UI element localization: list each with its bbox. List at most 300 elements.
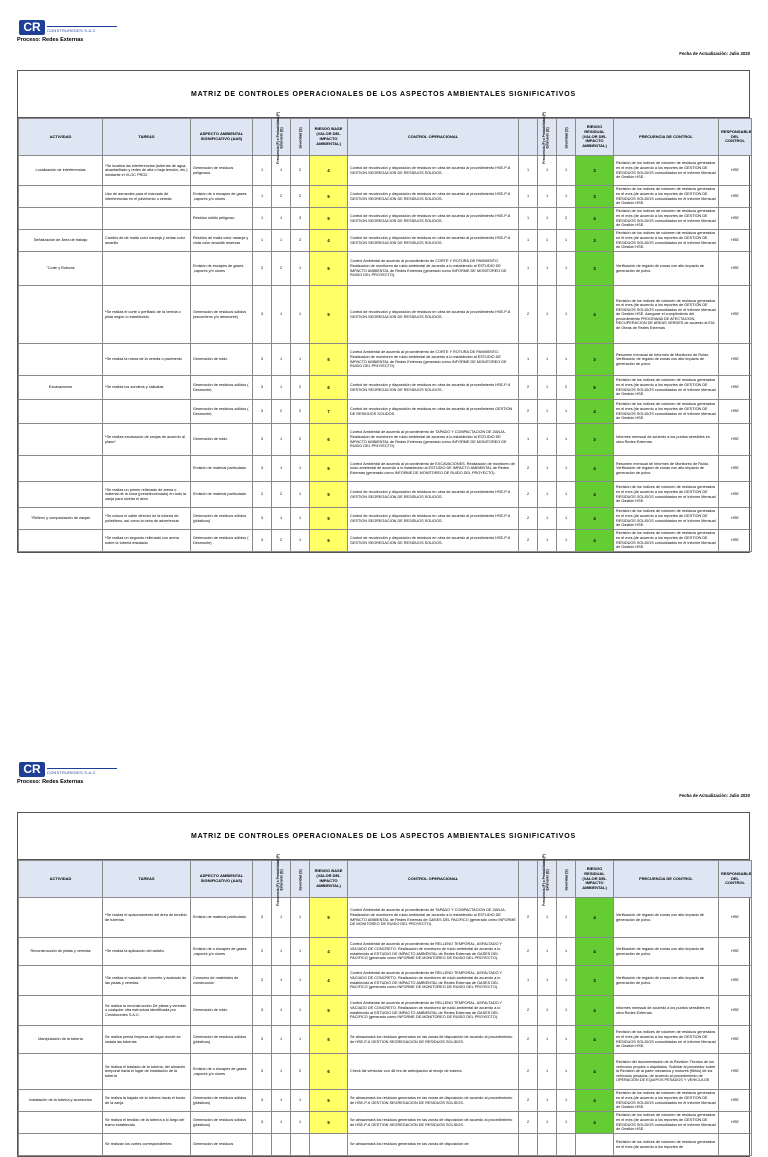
aspecto-cell: Generación de residuos sólidos ( Desmonte) xyxy=(191,530,253,552)
table-row xyxy=(19,344,752,376)
severidad-cell: 1 xyxy=(291,996,310,1026)
probabilidad-cell: 3 xyxy=(253,286,272,344)
riesgo-residual-cell: 3 xyxy=(576,966,614,996)
extension-2-cell: 1 xyxy=(538,208,557,230)
extension-2-cell: 1 xyxy=(538,376,557,400)
probabilidad-2-cell xyxy=(519,1134,538,1156)
update-date: Fecha de Actualización: Julio 2020 xyxy=(679,793,750,798)
tarea-cell: *Se realiza un segundo rellenado con arena sobre la tubería instalada xyxy=(103,530,191,552)
probabilidad-cell: 3 xyxy=(253,456,272,482)
aspecto-cell: Emisión de o escapes de gases ,vapores y/o olores xyxy=(191,938,253,966)
aspecto-cell: Generación de residuos sólidos ( Desmonte) xyxy=(191,400,253,424)
probabilidad-2-cell: 2 xyxy=(519,996,538,1026)
severidad-cell: 1 xyxy=(291,482,310,508)
riesgo-residual-cell: 4 xyxy=(576,286,614,344)
extension-cell: 1 xyxy=(272,508,291,530)
probabilidad-2-cell: 1 xyxy=(519,186,538,208)
col-riesgo-base: RIESGO BASE (VALOR DEL IMPACTO AMBIENTAL) xyxy=(310,861,348,898)
severidad-2-cell: 1 xyxy=(557,156,576,186)
extension-2-cell xyxy=(538,1134,557,1156)
severidad-cell: 1 xyxy=(291,938,310,966)
responsable-cell: HSE xyxy=(719,966,752,996)
responsable-cell: HSE xyxy=(719,230,752,252)
tarea-cell: Cambio de de malla color naranja y cintas color amarillo xyxy=(103,230,191,252)
col-severidad-2: Severidad (S) xyxy=(557,861,576,898)
matrix-sheet xyxy=(17,812,750,1157)
probabilidad-cell: 1 xyxy=(253,186,272,208)
col-extension-2: Extensión (E) xyxy=(538,861,557,898)
probabilidad-cell: 3 xyxy=(253,424,272,456)
actividad-cell xyxy=(19,208,103,230)
aspecto-cell: Emisión de material particulado xyxy=(191,482,253,508)
matrix-table xyxy=(18,853,752,1156)
severidad-2-cell: 1 xyxy=(557,252,576,286)
col-tareas: TAREAS xyxy=(103,119,191,156)
responsable-cell: HSE xyxy=(719,508,752,530)
riesgo-base-cell: 7 xyxy=(310,400,348,424)
responsable-cell: HSE xyxy=(719,456,752,482)
control-cell: Se almacenará los residuos generados en las zonas de disposición de xyxy=(348,1134,519,1156)
severidad-cell: 1 xyxy=(291,898,310,938)
probabilidad-cell xyxy=(253,1134,272,1156)
riesgo-base-cell: 6 xyxy=(310,1054,348,1090)
severidad-cell: 2 xyxy=(291,424,310,456)
probabilidad-cell: 3 xyxy=(253,1026,272,1054)
extension-cell: 1 xyxy=(272,376,291,400)
severidad-2-cell: 1 xyxy=(557,1054,576,1090)
probabilidad-cell: 3 xyxy=(253,898,272,938)
actividad-cell xyxy=(19,1112,103,1134)
riesgo-residual-cell: 4 xyxy=(576,898,614,938)
tarea-cell: *Se realiza el vaciado de concreto y acabado de las pistas y veredas xyxy=(103,966,191,996)
severidad-cell: 1 xyxy=(291,252,310,286)
frecuencia-cell: Revisión de los índices de volumen de residuos generados en el mes (de acuerdo a los reportes de GESTION DE RESIDUOS SOLIDOS consolidados en el Informe Mensual de Gestión HSE. xyxy=(614,482,719,508)
frecuencia-cell: Verificación de regado de zonas con alto impacto de generación de polvo. xyxy=(614,252,719,286)
riesgo-base-cell: 6 xyxy=(310,424,348,456)
tarea-cell: *Se realiza los sondeos y calicatas xyxy=(103,376,191,400)
extension-2-cell: 1 xyxy=(538,344,557,376)
matrix-title: MATRIZ DE CONTROLES OPERACIONALES DE LOS ASPECTOS AMBIENTALES SIGNIFICATIVOS xyxy=(18,71,749,118)
document-page-1 xyxy=(17,20,752,550)
probabilidad-cell: 3 xyxy=(253,1054,272,1090)
probabilidad-2-cell: 1 xyxy=(519,966,538,996)
responsable-cell: HSE xyxy=(719,1090,752,1112)
riesgo-base-cell: 5 xyxy=(310,482,348,508)
extension-2-cell: 1 xyxy=(538,530,557,552)
aspecto-cell: Consumo de materiales de construcción xyxy=(191,966,253,996)
frecuencia-cell: Revisión de los índices de volumen de residuos generados en el mes (de acuerdo a los reportes de GESTION DE RESIDUOS SOLIDOS consolidados en el Informe Mensual de Gestión HSE. xyxy=(614,530,719,552)
tarea-cell: *Se realiza el apisonamiento del área de tendido de tuberías xyxy=(103,898,191,938)
frecuencia-cell: Revisión de los índices de volumen de residuos generados en el mes (de acuerdo a los reportes de GESTION DE RESIDUOS SOLIDOS consolidados en el Informe Mensual de Gestión HSE. Asegurar el cumplimiento del procedimiento PROGRAMA DE AFECTACION, RECUPERACION DE AREAS VERDES de acuerdo al EIA de Obras de Redes Externas xyxy=(614,286,719,344)
extension-2-cell: 1 xyxy=(538,996,557,1026)
table-row xyxy=(19,996,752,1026)
extension-cell: 1 xyxy=(272,286,291,344)
extension-2-cell: 1 xyxy=(538,1054,557,1090)
col-extension-2: Extensión (E) xyxy=(538,119,557,156)
table-row xyxy=(19,186,752,208)
table-header-row xyxy=(19,119,752,156)
tarea-cell: *Se coloca el cable director en la tubería de polietileno, así como la cinta de advertencia xyxy=(103,508,191,530)
probabilidad-2-cell: 2 xyxy=(519,1054,538,1090)
riesgo-residual-cell: 3 xyxy=(576,424,614,456)
col-frecuencia: FRECUENCIA DE CONTROL xyxy=(614,861,719,898)
actividad-cell xyxy=(19,966,103,996)
severidad-cell: 1 xyxy=(291,1090,310,1112)
probabilidad-2-cell: 2 xyxy=(519,376,538,400)
table-row xyxy=(19,424,752,456)
table-row xyxy=(19,508,752,530)
severidad-cell: 2 xyxy=(291,1054,310,1090)
severidad-2-cell: 1 xyxy=(557,482,576,508)
actividad-cell xyxy=(19,400,103,424)
probabilidad-cell: 2 xyxy=(253,966,272,996)
tarea-cell: *Se realiza la aplicación del asfalto. xyxy=(103,938,191,966)
table-row xyxy=(19,208,752,230)
col-aspecto: ASPECTO AMBIENTAL SIGNIFICATIVO (AAS) xyxy=(191,861,253,898)
responsable-cell: HSE xyxy=(719,996,752,1026)
responsable-cell xyxy=(719,1134,752,1156)
control-cell: Control de recolección y disposición de residuos en obra de acuerdo al procedimiento HSE-P-6 GESTION SEGREGACION DE RESIDUOS SOLIDOS. xyxy=(348,186,519,208)
extension-2-cell: 1 xyxy=(538,186,557,208)
extension-2-cell: 1 xyxy=(538,966,557,996)
control-cell: Control de recolección y disposición de residuos en obra de acuerdo al procedimiento HSE-P-6 GESTION SEGREGACION DE RESIDUOS SOLIDOS. xyxy=(348,508,519,530)
actividad-cell xyxy=(19,424,103,456)
control-cell: Control Ambiental de acuerdo al procedimiento de CORTE Y ROTURA DE PAVIMENTO. Realización de monitoreo de ruido ambiental de acuerdo a lo establecido al ESTUDIO DE IMPACTO AMBIENTAL de Redes Externas (generado como INFORME DE MONITOREO DE RUIDO DEL PROYECTO). xyxy=(348,344,519,376)
col-probabilidad-2: Frecuencia (F) o Probabilidad (P) xyxy=(519,861,538,898)
table-row xyxy=(19,530,752,552)
severidad-2-cell: 1 xyxy=(557,456,576,482)
actividad-cell xyxy=(19,286,103,344)
tarea-cell: Se realizan los cortes correspondientes xyxy=(103,1134,191,1156)
probabilidad-2-cell: 2 xyxy=(519,286,538,344)
table-row xyxy=(19,1054,752,1090)
extension-cell: 2 xyxy=(272,400,291,424)
severidad-2-cell: 2 xyxy=(557,376,576,400)
frecuencia-cell: Revisión de los índices de volumen de residuos generados en el mes (de acuerdo a los reportes de GESTION DE RESIDUOS SOLIDOS consolidados en el Informe Mensual de Gestión HSE. xyxy=(614,1026,719,1054)
aspecto-cell: Generación de ruido xyxy=(191,996,253,1026)
severidad-2-cell: 1 xyxy=(557,996,576,1026)
col-frecuencia: FRECUENCIA DE CONTROL xyxy=(614,119,719,156)
col-actividad: ACTIVIDAD xyxy=(19,119,103,156)
tarea-cell: Se realiza el tendido de la tubería a lo largo del tramo establecido xyxy=(103,1112,191,1134)
probabilidad-2-cell: 2 xyxy=(519,400,538,424)
table-header-row xyxy=(19,861,752,898)
table-row xyxy=(19,966,752,996)
aspecto-cell: Generación de residuos sólidos (plásticos) xyxy=(191,508,253,530)
frecuencia-cell: Revisión de los índices de volumen de residuos generados en el mes (de acuerdo a los reportes de GESTION DE RESIDUOS SOLIDOS consolidados en el Informe Mensual de Gestión HSE. xyxy=(614,186,719,208)
riesgo-residual-cell: 3 xyxy=(576,186,614,208)
frecuencia-cell: Revisión de los índices de volumen de residuos generados en el mes (de acuerdo a los reportes de xyxy=(614,1134,719,1156)
frecuencia-cell: Revisión de los índices de volumen de residuos generados en el mes (de acuerdo a los reportes de GESTION DE RESIDUOS SOLIDOS consolidados en el Informe Mensual de Gestión HSE. xyxy=(614,208,719,230)
frecuencia-cell: Revisión de los índices de volumen de residuos generados en el mes (de acuerdo a los reportes de GESTION DE RESIDUOS SOLIDOS consolidados en el Informe Mensual de Gestión HSE. xyxy=(614,400,719,424)
probabilidad-2-cell: 2 xyxy=(519,898,538,938)
riesgo-residual-cell: 3 xyxy=(576,344,614,376)
table-row xyxy=(19,456,752,482)
frecuencia-cell: Verificación de regado de zonas con alto impacto de generación de polvo. xyxy=(614,898,719,938)
extension-cell: 1 xyxy=(272,1054,291,1090)
control-cell: Control Ambiental de acuerdo al procedimiento de EXCAVACIONES. Realización de monitoreo de ruido ambiental de acuerdo a lo establecido al ESTUDIO DE IMPACTO AMBIENTAL de Redes Externas (generado como INFORME DE MONITOREO DE RUIDO DEL PROYECTO). xyxy=(348,456,519,482)
aspecto-cell: Emisión de escapes de gases ,vapores y/o olores xyxy=(191,252,253,286)
tarea-cell: Se realiza la reconstrucción De pistas y veredas o cualquier otra estructura identificada por Construredes S.A.C. xyxy=(103,996,191,1026)
company-logo: CR xyxy=(19,762,45,777)
table-row xyxy=(19,938,752,966)
aspecto-cell: Generación de ruido xyxy=(191,424,253,456)
responsable-cell: HSE xyxy=(719,344,752,376)
aspecto-cell: Generación de residuos sólidos ( Desmonte) xyxy=(191,376,253,400)
probabilidad-2-cell: 2 xyxy=(519,1112,538,1134)
probabilidad-2-cell: 1 xyxy=(519,156,538,186)
responsable-cell: HSE xyxy=(719,482,752,508)
probabilidad-cell: 3 xyxy=(253,1112,272,1134)
actividad-cell: Localización de interferencias xyxy=(19,156,103,186)
tarea-cell xyxy=(103,456,191,482)
table-row xyxy=(19,230,752,252)
frecuencia-cell: Revisión de los índices de volumen de residuos generados en el mes (de acuerdo a los reportes de GESTION DE RESIDUOS SOLIDOS consolidados en el Informe Mensual de Gestión HSE. xyxy=(614,376,719,400)
col-control: CONTROL OPERACIONAL xyxy=(348,119,519,156)
riesgo-base-cell: 5 xyxy=(310,996,348,1026)
aspecto-cell: Emisión de material particulado xyxy=(191,456,253,482)
col-riesgo-residual: RIESGO RESIDUAL (VALOR DEL IMPACTO AMBIENTAL) xyxy=(576,861,614,898)
severidad-2-cell: 1 xyxy=(557,1112,576,1134)
probabilidad-cell: 1 xyxy=(253,208,272,230)
col-aspecto: ASPECTO AMBIENTAL SIGNIFICATIVO (AAS) xyxy=(191,119,253,156)
riesgo-residual-cell: 4 xyxy=(576,1026,614,1054)
probabilidad-cell: 2 xyxy=(253,482,272,508)
riesgo-residual-cell: 4 xyxy=(576,400,614,424)
riesgo-base-cell: 5 xyxy=(310,1090,348,1112)
control-cell: Control Ambiental de acuerdo al procedimiento de TAPADO Y COMPACTACION DE ZANJA. Realización de monitoreo de ruido ambiental de acuerdo a lo establecido al ESTUDIO DE IMPACTO AMBIENTAL de Redes Externas de GASES DEL PACIFICO (generado como INFORME DE MONITOREO DE RUIDO DEL PROYECTO). xyxy=(348,898,519,938)
riesgo-residual-cell: 4 xyxy=(576,208,614,230)
table-row xyxy=(19,1134,752,1156)
extension-cell: 2 xyxy=(272,482,291,508)
severidad-cell: 2 xyxy=(291,230,310,252)
extension-2-cell: 1 xyxy=(538,1112,557,1134)
tarea-cell xyxy=(103,208,191,230)
aspecto-cell: Emisión de material particulado xyxy=(191,898,253,938)
extension-cell: 1 xyxy=(272,966,291,996)
actividad-cell xyxy=(19,530,103,552)
frecuencia-cell: Resumen mensual de Informes de Monitoreo de Ruido. Verificación de regado de zonas con alto impacto de generación de polvo. xyxy=(614,344,719,376)
riesgo-base-cell: 5 xyxy=(310,456,348,482)
table-row xyxy=(19,400,752,424)
tarea-cell: *Se realiza el corte o perfilado de la vereda o pista según lo establecido. xyxy=(103,286,191,344)
extension-cell: 2 xyxy=(272,252,291,286)
aspecto-cell: Generación de residuos sólidos (plásticos) xyxy=(191,1090,253,1112)
responsable-cell: HSE xyxy=(719,208,752,230)
aspecto-cell: Generación de residuos xyxy=(191,1134,253,1156)
extension-2-cell: 1 xyxy=(538,456,557,482)
aspecto-cell: Emisión de o escapes de gases ,vapores y/o olores xyxy=(191,1054,253,1090)
frecuencia-cell: Informes mensual de acuerdo a los puntos sensibles en obra Redes Externas. xyxy=(614,424,719,456)
col-extension: Extensión (E) xyxy=(272,861,291,898)
extension-cell: 1 xyxy=(272,424,291,456)
table-row xyxy=(19,1026,752,1054)
control-cell: Se almacenará los residuos generados en las zonas de disposición de acuerdo al procedimiento de HSE-P-6 GESTION SEGREGACION DE RESIDUOS SOLIDOS. xyxy=(348,1112,519,1134)
aspecto-cell: Residuo de malla color naranja y cinta color amarilla reservas xyxy=(191,230,253,252)
severidad-2-cell: 1 xyxy=(557,186,576,208)
col-probabilidad-2: Frecuencia (F) o Probabilidad (P) xyxy=(519,119,538,156)
control-cell: Se almacenará los residuos generados en las zonas de disposición de acuerdo al procedimiento de HSE-P-6 GESTION SEGREGACION DE RESIDUOS SOLIDOS. xyxy=(348,1090,519,1112)
severidad-cell: 2 xyxy=(291,186,310,208)
riesgo-base-cell: 5 xyxy=(310,252,348,286)
table-row xyxy=(19,1090,752,1112)
control-cell: Control de recolección y disposición de residuos en obra de acuerdo al procedimiento HSE-P-6 GESTION SEGREGACION DE RESIDUOS SOLIDOS. xyxy=(348,286,519,344)
probabilidad-2-cell: 1 xyxy=(519,230,538,252)
frecuencia-cell: Revisión del documentación de la Revisión Técnica de los vehículos propios o alquilados. Solicitar al proveedor sobre la Revisión de la parte mecánica y motores (filtros) de los vehículos pesados, de acuerdo al procedimiento de OPERACIÓN DE EQUIPOS PESADOS Y VEHICULOS xyxy=(614,1054,719,1090)
table-row xyxy=(19,1112,752,1134)
frecuencia-cell: Revisión de los índices de volumen de residuos generados en el mes (de acuerdo a los reportes de GESTION DE RESIDUOS SOLIDOS consolidados en el Informe Mensual de Gestión HSE. xyxy=(614,156,719,186)
extension-cell: 1 xyxy=(272,344,291,376)
severidad-cell: 1 xyxy=(291,530,310,552)
actividad-cell xyxy=(19,344,103,376)
actividad-cell: Excavaciones xyxy=(19,376,103,400)
severidad-2-cell: 1 xyxy=(557,508,576,530)
probabilidad-2-cell: 2 xyxy=(519,530,538,552)
probabilidad-2-cell: 1 xyxy=(519,344,538,376)
tarea-cell: *Se localiza las interferencias (tuberías de agua, alcantarillado y redes de alta o baja tensión, etc.) mediante el VLOC PRO2. xyxy=(103,156,191,186)
company-logo-subtitle: CONSTRUREDES S.A.C xyxy=(47,28,96,33)
extension-2-cell: 1 xyxy=(538,156,557,186)
probabilidad-cell: 1 xyxy=(253,156,272,186)
severidad-2-cell: 1 xyxy=(557,344,576,376)
extension-2-cell: 1 xyxy=(538,482,557,508)
document-page-2 xyxy=(17,762,752,1149)
actividad-cell xyxy=(19,186,103,208)
responsable-cell: HSE xyxy=(719,898,752,938)
aspecto-cell: Generación de residuos sólidos (plásticos) xyxy=(191,1026,253,1054)
col-severidad-2: Severidad (S) xyxy=(557,119,576,156)
severidad-cell: 1 xyxy=(291,1112,310,1134)
extension-2-cell: 1 xyxy=(538,508,557,530)
extension-cell: 1 xyxy=(272,208,291,230)
extension-2-cell: 1 xyxy=(538,898,557,938)
responsable-cell: HSE xyxy=(719,938,752,966)
probabilidad-2-cell: 1 xyxy=(519,208,538,230)
riesgo-residual-cell: 4 xyxy=(576,482,614,508)
riesgo-base-cell: 5 xyxy=(310,344,348,376)
extension-cell: 1 xyxy=(272,898,291,938)
matrix-title: MATRIZ DE CONTROLES OPERACIONALES DE LOS ASPECTOS AMBIENTALES SIGNIFICATIVOS xyxy=(18,813,749,860)
frecuencia-cell: Resumen mensual de Informes de Monitoreo de Ruido. Verificación de regado de zonas con alto impacto de generación de polvo. xyxy=(614,456,719,482)
responsable-cell: HSE xyxy=(719,530,752,552)
riesgo-base-cell: 5 xyxy=(310,208,348,230)
extension-cell: 2 xyxy=(272,530,291,552)
riesgo-residual-cell: 5 xyxy=(576,376,614,400)
col-riesgo-residual: RIESGO RESIDUAL (VALOR DEL IMPACTO AMBIENTAL) xyxy=(576,119,614,156)
probabilidad-cell: 3 xyxy=(253,344,272,376)
severidad-cell: 1 xyxy=(291,508,310,530)
matrix-sheet xyxy=(17,70,750,553)
extension-cell xyxy=(272,1134,291,1156)
riesgo-residual-cell xyxy=(576,1134,614,1156)
severidad-cell: 3 xyxy=(291,208,310,230)
table-row xyxy=(19,898,752,938)
riesgo-base-cell: 4 xyxy=(310,230,348,252)
extension-2-cell: 1 xyxy=(538,1026,557,1054)
probabilidad-cell: 1 xyxy=(253,230,272,252)
riesgo-base-cell: 5 xyxy=(310,508,348,530)
responsable-cell: HSE xyxy=(719,186,752,208)
actividad-cell xyxy=(19,898,103,938)
probabilidad-cell: 3 xyxy=(253,508,272,530)
severidad-cell: 1 xyxy=(291,966,310,996)
tarea-cell: Se realiza el traslado de la tubería, del almacén temporal hacia el lugar de instalación de la tubería xyxy=(103,1054,191,1090)
extension-2-cell: 1 xyxy=(538,938,557,966)
probabilidad-2-cell: 1 xyxy=(519,252,538,286)
extension-cell: 1 xyxy=(272,156,291,186)
riesgo-residual-cell: 4 xyxy=(576,1054,614,1090)
col-actividad: ACTIVIDAD xyxy=(19,861,103,898)
table-row xyxy=(19,376,752,400)
riesgo-base-cell: 5 xyxy=(310,1112,348,1134)
control-cell: Control de recolección y disposición de residuos en obra de acuerdo al procedimiento HSE-P-6 GESTION SEGREGACION DE RESIDUOS SOLIDOS. xyxy=(348,376,519,400)
extension-2-cell: 1 xyxy=(538,230,557,252)
control-cell: Se almacenará los residuos generados en las zonas de disposición de acuerdo al procedimiento de HSE-P-6 GESTION SEGREGACION DE RESIDUOS SOLIDOS. xyxy=(348,1026,519,1054)
actividad-cell xyxy=(19,456,103,482)
table-row xyxy=(19,482,752,508)
riesgo-residual-cell: 4 xyxy=(576,938,614,966)
control-cell: Control de recolección y disposición de residuos en obra de acuerdo al procedimiento HSE-P-6 GESTION SEGREGACION DE RESIDUOS SOLIDOS. xyxy=(348,230,519,252)
severidad-2-cell: 2 xyxy=(557,208,576,230)
frecuencia-cell: Revisión de los índices de volumen de residuos generados en el mes (de acuerdo a los reportes de GESTION DE RESIDUOS SOLIDOS consolidados en el Informe Mensual de Gestión HSE. xyxy=(614,508,719,530)
frecuencia-cell: Verificación de regado de zonas con alto impacto de generación de polvo. xyxy=(614,938,719,966)
severidad-cell: 1 xyxy=(291,456,310,482)
col-riesgo-base: RIESGO BASE (VALOR DEL IMPACTO AMBIENTAL) xyxy=(310,119,348,156)
severidad-2-cell: 1 xyxy=(557,1026,576,1054)
frecuencia-cell: Revisión de los índices de volumen de residuos generados en el mes (de acuerdo a los reportes de GESTION DE RESIDUOS SOLIDOS consolidados en el Informe Mensual de Gestión HSE. xyxy=(614,230,719,252)
col-tareas: TAREAS xyxy=(103,861,191,898)
tarea-cell: *Se realiza excavación de zanjas de acuerdo al plano* xyxy=(103,424,191,456)
probabilidad-2-cell: 1 xyxy=(519,424,538,456)
actividad-cell: "Relleno y compactación de zanjas xyxy=(19,508,103,530)
actividad-cell xyxy=(19,1054,103,1090)
tarea-cell: *Se realiza la rotura de la vereda o pavimento xyxy=(103,344,191,376)
responsable-cell: HSE xyxy=(719,156,752,186)
probabilidad-2-cell: 2 xyxy=(519,1026,538,1054)
probabilidad-cell: 2 xyxy=(253,938,272,966)
table-row xyxy=(19,286,752,344)
actividad-cell xyxy=(19,996,103,1026)
col-severidad: Severidad (S) xyxy=(291,861,310,898)
severidad-2-cell: 1 xyxy=(557,400,576,424)
table-row xyxy=(19,252,752,286)
aspecto-cell: Residuo sólido peligroso xyxy=(191,208,253,230)
extension-cell: 1 xyxy=(272,996,291,1026)
riesgo-base-cell: 6 xyxy=(310,530,348,552)
riesgo-base-cell: 5 xyxy=(310,1026,348,1054)
aspecto-cell: Generación de ruido xyxy=(191,344,253,376)
actividad-cell: Reconstrucción de pistas y veredas xyxy=(19,938,103,966)
control-cell: Check list vehicular con 48 hrs de anticipación al recojo de tubería. xyxy=(348,1054,519,1090)
process-label: Proceso: Redes Externas xyxy=(17,37,84,43)
company-logo-subtitle: CONSTRUREDES S.A.C xyxy=(47,770,96,775)
aspecto-cell: Generación de residuos sólidos (plásticos) xyxy=(191,1112,253,1134)
severidad-2-cell: 1 xyxy=(557,230,576,252)
severidad-2-cell xyxy=(557,1134,576,1156)
actividad-cell xyxy=(19,482,103,508)
extension-cell: 1 xyxy=(272,1026,291,1054)
responsable-cell: HSE xyxy=(719,376,752,400)
extension-cell: 1 xyxy=(272,456,291,482)
aspecto-cell: Generación de residuos peligrosos xyxy=(191,156,253,186)
extension-cell: 1 xyxy=(272,230,291,252)
control-cell: Control Ambiental de acuerdo al procedimiento de CORTE Y ROTURA DE PAVIMENTO. Realización de monitoreo de ruido ambiental de acuerdo a lo establecido al ESTUDIO DE IMPACTO AMBIENTAL de Redes Externas (generado como INFORME DE MONITOREO DE RUIDO DEL PROYECTO). xyxy=(348,252,519,286)
control-cell: Control Ambiental de acuerdo al procedimiento de RELLENO TEMPORAL, ASFALTADO Y VACIADO DE CONCRETO. Realización de monitoreo de ruido ambiental de acuerdo a lo establecido al ESTUDIO DE IMPACTO AMBIENTAL de Redes Externas de GASES DEL PACIFICO (generado como INFORME DE MONITOREO DE RUIDO DEL PROYECTO). xyxy=(348,996,519,1026)
riesgo-residual-cell: 4 xyxy=(576,456,614,482)
riesgo-residual-cell: 3 xyxy=(576,230,614,252)
extension-2-cell: 1 xyxy=(538,424,557,456)
riesgo-residual-cell: 3 xyxy=(576,252,614,286)
